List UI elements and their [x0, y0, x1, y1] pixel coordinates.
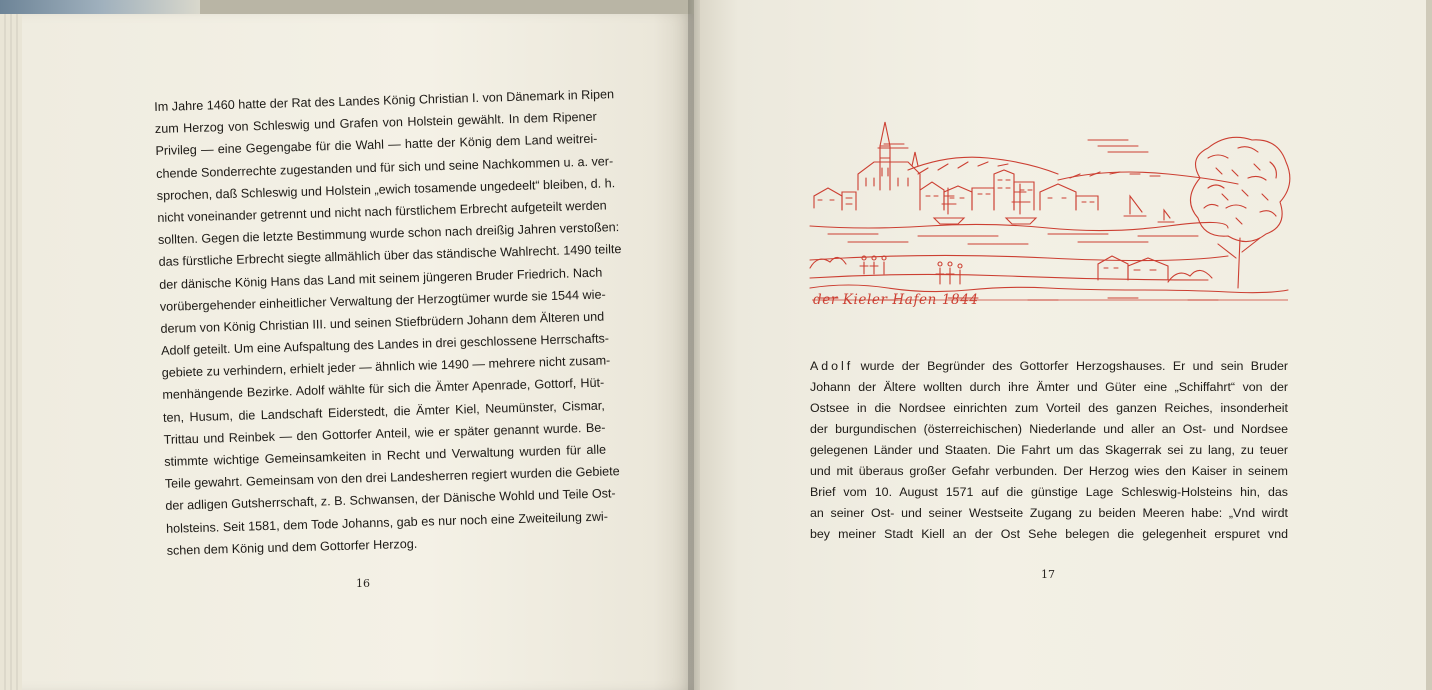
right-page-text: [810, 356, 1288, 545]
text-line: an seiner Ost- und seiner Westseite Zugang zu beiden Meeren habe: „Vnd wirdt: [810, 506, 1288, 520]
page-number-right: 17: [1041, 568, 1055, 581]
text-line: bey meiner Stadt Kiell an der Ost Sehe belegen die gelegenheit erspuret vnd: [810, 527, 1288, 541]
text-line: stimmte wichtige Gemeinsamkeiten in Recht und Verwaltung wurden für alle: [164, 442, 607, 469]
text-line: Brief vom 10. August 1571 auf die günstige Lage Schleswig-Holsteins hin, das: [810, 485, 1288, 499]
text-line-first: [810, 356, 1288, 377]
text-line: der burgundischen (österreichischen) Niederlande und aller an Ost- und Nordsee: [810, 422, 1288, 436]
text-line: Teile gewahrt. Gemeinsam von den drei Landesherren regiert wurden die Gebiete: [164, 464, 620, 492]
right-page-edge: [1426, 0, 1432, 690]
text-line: gelegenen Länder und Staaten. Die Fahrt um das Skagerrak sei zu lang, zu teuer: [810, 443, 1288, 457]
text-line: Johann der Ältere wollten durch ihre Ämter und Güter eine „Schiffahrt“ von der: [810, 380, 1288, 394]
text-line: zum Herzog von Schleswig und Grafen von Holstein gewählt. In dem Ripener: [154, 109, 597, 137]
illustration-caption: der Kieler Hafen 1844: [813, 292, 979, 308]
text-line: derum von König Christian III. und seinen Stiefbrüdern Johann dem Älteren und: [160, 309, 605, 336]
right-page: [694, 0, 1432, 690]
text-line: gebiete zu verhindern, erhielt jeder — ähnlich wie 1490 — mehrere nicht zusam-: [161, 353, 611, 381]
text-line: Trittau und Reinbek — den Gottorfer Anteil, wie er später genannt wurde. Be-: [163, 420, 606, 447]
text-line: der adligen Gutsherrschaft, z. B. Schwansen, der Dänische Wohld und Teile Ost-: [165, 486, 616, 514]
first-line-rest: wurde der Begründer des Gottorfer Herzogshauses. Er und sein Bruder: [860, 359, 1288, 373]
text-line: der dänische König Hans das Land mit seinem jüngeren Bruder Friedrich. Nach: [159, 265, 603, 292]
book-gutter: [688, 0, 700, 690]
text-line: sprochen, daß Schleswig und Holstein „ewich tosamende ungedeelt“ bleiben, d. h.: [156, 175, 616, 203]
text-line: schen dem König und dem Gottorfer Herzog.: [166, 536, 418, 558]
page-number-left: 16: [356, 577, 370, 590]
first-word: Adolf: [810, 359, 854, 373]
text-line: holsteins. Seit 1581, dem Tode Johanns, gab es nur noch eine Zweiteilung zwi-: [165, 509, 609, 536]
kiel-harbour-illustration: [808, 118, 1292, 314]
text-line: das fürstliche Erbrecht siegte allmählich über das ständische Wahlrecht. 1490 teilte: [158, 242, 622, 270]
text-line: Ostsee in die Nordsee einrichten zum Vorteil des ganzen Reiches, insonderheit: [810, 401, 1288, 415]
text-line: Privileg — eine Gegengabe für die Wahl — hatte der König dem Land weitrei-: [155, 132, 598, 159]
text-line: menhängende Bezirke. Adolf wählte für sich die Ämter Apenrade, Gottorf, Hüt-: [162, 375, 605, 403]
text-line: Adolf geteilt. Um eine Aufspaltung des Landes in drei geschlossene Herrschafts-: [160, 331, 610, 358]
left-page-text: [154, 84, 622, 562]
text-line: und mit überaus großer Gefahr verbunden. Der Herzog wies den Kaiser in seinem: [810, 464, 1288, 478]
text-line: chende Sonderrechte zugestanden und für sich und seine Nachkommen u. a. ver-: [155, 153, 614, 181]
text-line: nicht voneinander getrennt und nicht nach fürstlichem Erbrecht aufgeteilt werden: [157, 198, 607, 225]
text-line: ten, Husum, die Landschaft Eiderstedt, die Ämter Kiel, Neumünster, Cismar,: [162, 398, 606, 425]
text-line: vorübergehender einheitlicher Verwaltung der Herzogtümer wurde sie 1544 wie-: [159, 287, 606, 314]
text-line: Im Jahre 1460 hatte der Rat des Landes König Christian I. von Dänemark in Ripen: [154, 87, 615, 114]
text-line: sollten. Gegen die letzte Bestimmung wurde schon nach dreißig Jahren verstoßen:: [157, 220, 620, 248]
